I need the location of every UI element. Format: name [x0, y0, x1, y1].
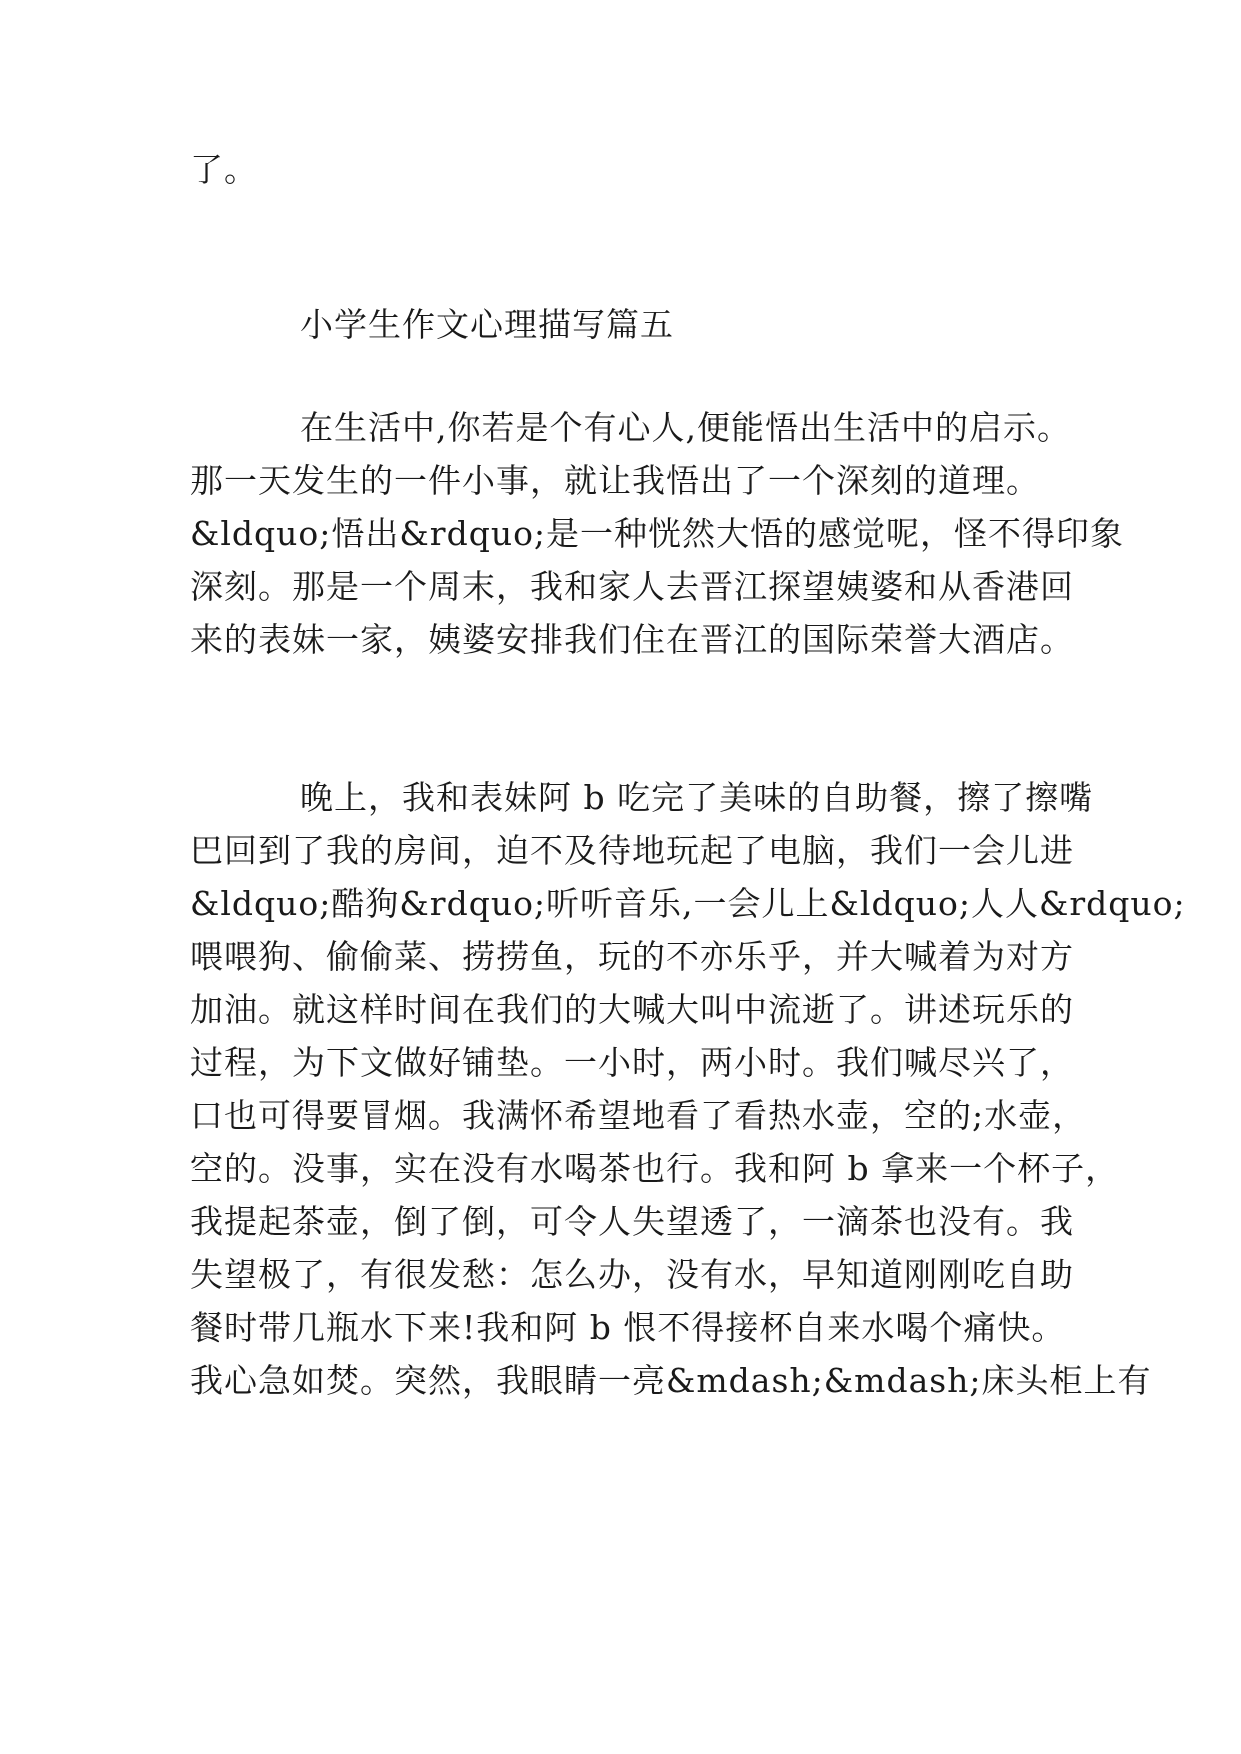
- paragraph-line: 失望极了，有很发愁：怎么办，没有水，早知道刚刚吃自助: [190, 1255, 1074, 1294]
- paragraph-line: 加油。就这样时间在我们的大喊大叫中流逝了。讲述玩乐的: [190, 990, 1074, 1029]
- paragraph-line: 餐时带几瓶水下来!我和阿 b 恨不得接杯自来水喝个痛快。: [190, 1308, 1066, 1347]
- paragraph-line: 那一天发生的一件小事，就让我悟出了一个深刻的道理。: [190, 461, 1040, 500]
- paragraph-line: 来的表妹一家，姨婆安排我们住在晋江的国际荣誉大酒店。: [190, 620, 1074, 659]
- paragraph-line: 深刻。那是一个周末，我和家人去晋江探望姨婆和从香港回: [190, 567, 1074, 606]
- paragraph-line: &ldquo;酷狗&rdquo;听听音乐,一会儿上&ldquo;人人&rdquo;: [190, 884, 1186, 923]
- paragraph-line: 在生活中,你若是个有心人,便能悟出生活中的启示。: [300, 408, 1071, 447]
- paragraph-line: 我心急如焚。突然，我眼睛一亮&mdash;&mdash;床头柜上有: [190, 1361, 1152, 1400]
- paragraph-line: 口也可得要冒烟。我满怀希望地看了看热水壶，空的;水壶，: [190, 1096, 1087, 1135]
- paragraph-line: 晚上，我和表妹阿 b 吃完了美味的自助餐，擦了擦嘴: [300, 778, 1094, 817]
- paragraph-line: &ldquo;悟出&rdquo;是一种恍然大悟的感觉呢，怪不得印象: [190, 514, 1125, 553]
- fragment-line: 了。: [190, 150, 258, 189]
- paragraph-line: 喂喂狗、偷偷菜、捞捞鱼，玩的不亦乐乎，并大喊着为对方: [190, 937, 1074, 976]
- essay-heading: 小学生作文心理描写篇五: [300, 305, 674, 344]
- paragraph-line: 过程，为下文做好铺垫。一小时，两小时。我们喊尽兴了，: [190, 1043, 1074, 1082]
- paragraph-line: 我提起茶壶，倒了倒，可令人失望透了，一滴茶也没有。我: [190, 1202, 1074, 1241]
- paragraph-line: 空的。没事，实在没有水喝茶也行。我和阿 b 拿来一个杯子，: [190, 1149, 1120, 1188]
- paragraph-line: 巴回到了我的房间，迫不及待地玩起了电脑，我们一会儿进: [190, 831, 1074, 870]
